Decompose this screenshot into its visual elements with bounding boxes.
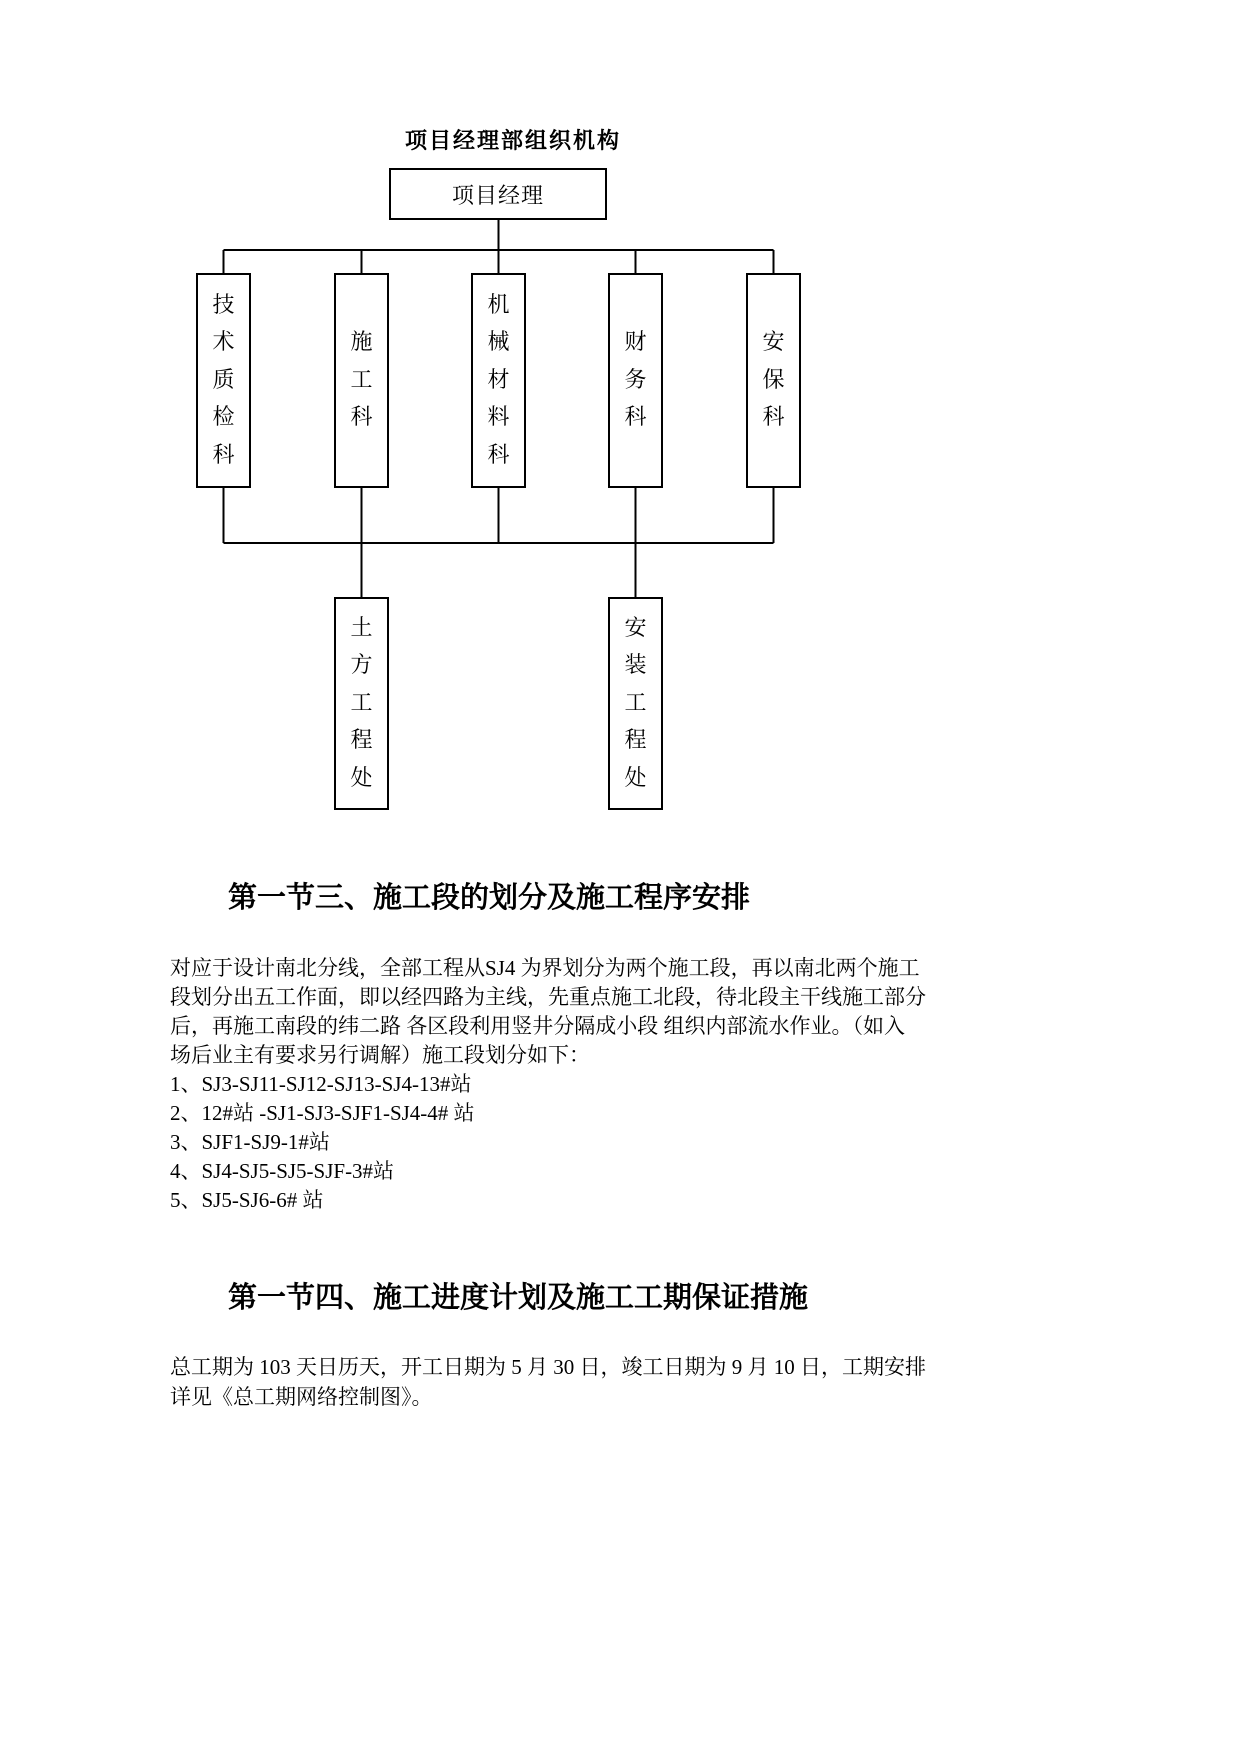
org-chart-title: 项目经理部组织机构 — [405, 129, 622, 154]
field-office-box — [608, 597, 663, 810]
section-heading: 第一节四、施工进度计划及施工工期保证措施 — [228, 1282, 809, 1314]
segment-list-item: 2、12#站 -SJ1-SJ3-SJF1-SJ4-4# 站 — [170, 1101, 475, 1125]
department-box — [334, 273, 389, 488]
department-box-label: 技术质检科 — [212, 292, 235, 468]
department-box — [746, 273, 801, 488]
section-heading: 第一节三、施工段的划分及施工程序安排 — [228, 882, 751, 914]
segment-list — [170, 1070, 926, 1215]
segment-list-item: 3、SJF1-SJ9-1#站 — [170, 1130, 330, 1154]
paragraph-line: 对应于设计南北分线，全部工程从SJ4 为界划分为两个施工段，再以南北两个施工 — [170, 956, 920, 980]
department-box — [471, 273, 526, 488]
department-box — [196, 273, 251, 488]
department-box-label: 安保科 — [762, 330, 785, 431]
paragraph-line: 场后业主有要求另行调解）施工段划分如下： — [170, 1043, 590, 1067]
paragraph-line: 段划分出五工作面，即以经四路为主线，先重点施工北段，待北段主干线施工部分 — [170, 985, 926, 1009]
paragraph-line: 后，再施工南段的纬二路 各区段利用竖井分隔成小段 组织内部流水作业。（如入 — [170, 1014, 905, 1038]
field-office-box — [334, 597, 389, 810]
section-paragraph — [170, 954, 926, 1215]
department-box — [608, 273, 663, 488]
section-paragraph — [170, 1352, 926, 1412]
field-office-box-label: 安装工程处 — [624, 615, 647, 791]
department-box-label: 财务科 — [624, 330, 647, 431]
department-box-label: 机械材料科 — [487, 292, 510, 468]
segment-list-item: 5、SJ5-SJ6-6# 站 — [170, 1188, 324, 1212]
paragraph-line: 总工期为 103 天日历天，开工日期为 5 月 30 日，竣工日期为 9 月 10 日，工期安排 — [170, 1355, 926, 1379]
paragraph-line: 详见《总工期网络控制图》。 — [170, 1385, 433, 1409]
field-office-box-label: 土方工程处 — [350, 615, 373, 791]
segment-list-item: 4、SJ4-SJ5-SJ5-SJF-3#站 — [170, 1159, 395, 1183]
root-box-label: 项目经理 — [451, 184, 544, 209]
department-box-label: 施工科 — [350, 330, 373, 431]
segment-list-item: 1、SJ3-SJ11-SJ12-SJ13-SJ4-13#站 — [170, 1072, 472, 1096]
root-box-project-manager — [389, 168, 607, 220]
